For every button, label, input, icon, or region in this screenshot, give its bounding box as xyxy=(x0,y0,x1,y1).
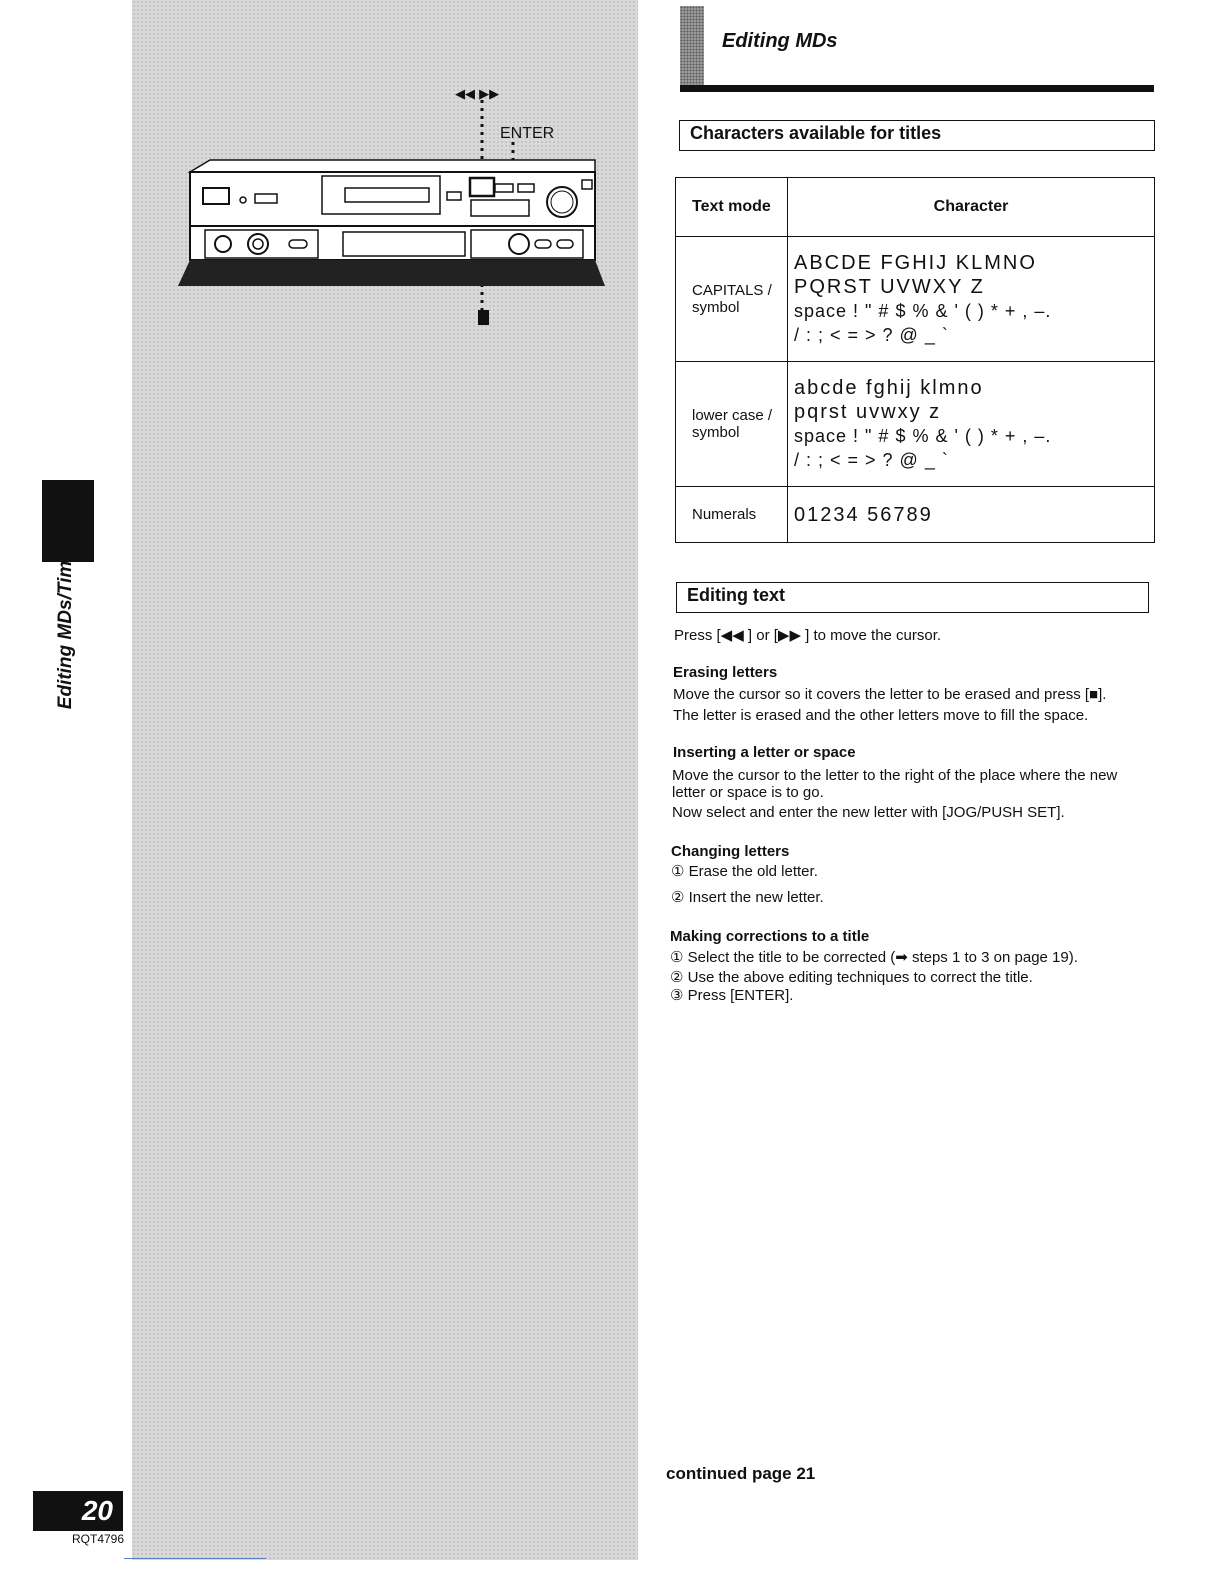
char-line: PQRST UVWXY Z xyxy=(794,276,985,298)
erasing-line: Move the cursor so it covers the letter to be erased and press [■]. xyxy=(673,686,1107,703)
header-rule xyxy=(680,85,1154,92)
col-header-mode: Text mode xyxy=(676,178,788,237)
bottom-rule xyxy=(124,1558,266,1559)
section-title-characters: Characters available for titles xyxy=(679,120,1155,151)
skip-buttons-label: ◀◀ ▶▶ xyxy=(455,87,500,102)
continued-note: continued page 21 xyxy=(666,1464,816,1483)
changing-step: ① Erase the old letter. xyxy=(671,863,818,880)
inserting-line: Move the cursor to the letter to the right of the place where the new xyxy=(672,767,1118,784)
page-title: Editing MDs xyxy=(722,30,838,52)
page-number: 20 xyxy=(33,1491,123,1531)
heading-changing: Changing letters xyxy=(671,843,790,860)
corrections-step: ② Use the above editing techniques to correct the title. xyxy=(670,969,1033,986)
erasing-line: The letter is erased and the other letters move to fill the space. xyxy=(673,707,1089,724)
text-mode-line: CAPITALS / xyxy=(692,282,772,299)
md-deck-illustration xyxy=(175,80,605,330)
table-header-row xyxy=(676,178,1155,237)
char-line: space ! " # $ % & ' ( ) * + , –. xyxy=(794,426,1052,446)
char-line: space ! " # $ % & ' ( ) * + , –. xyxy=(794,301,1052,321)
char-line: ABCDE FGHIJ KLMNO xyxy=(794,252,1037,274)
char-line: abcde fghij klmno xyxy=(794,377,984,399)
table-row xyxy=(676,487,1155,543)
char-line: pqrst uvwxy z xyxy=(794,401,942,423)
inserting-line: Now select and enter the new letter with [JOG/PUSH SET]. xyxy=(672,804,1065,821)
text-mode-line: lower case / xyxy=(692,407,773,424)
changing-step: ② Insert the new letter. xyxy=(671,889,824,906)
text-mode-cell: Numerals xyxy=(676,487,788,543)
character-cell xyxy=(788,362,1155,487)
text-mode-line: symbol xyxy=(692,299,740,316)
section-title-editing-text: Editing text xyxy=(676,582,1149,613)
text-mode-line: symbol xyxy=(692,424,740,441)
document-code: RQT4796 xyxy=(72,1532,125,1546)
corrections-step: ① Select the title to be corrected (➡ steps 1 to 3 on page 19). xyxy=(670,949,1078,966)
corrections-step: ③ Press [ENTER]. xyxy=(670,987,794,1004)
heading-inserting: Inserting a letter or space xyxy=(673,744,856,761)
heading-erasing: Erasing letters xyxy=(673,664,778,681)
text-mode-cell xyxy=(676,237,788,362)
character-cell xyxy=(788,487,1155,543)
char-line: / : ; < = > ? @ _ ` xyxy=(794,325,949,345)
col-header-character: Character xyxy=(788,178,1155,237)
inserting-line: letter or space is to go. xyxy=(672,784,824,801)
table-row xyxy=(676,237,1155,362)
text-mode-cell xyxy=(676,362,788,487)
character-table xyxy=(675,177,1155,543)
char-line: / : ; < = > ? @ _ ` xyxy=(794,450,949,470)
heading-corrections: Making corrections to a title xyxy=(670,928,870,945)
intro-text: Press [◀◀ ] or [▶▶ ] to move the cursor. xyxy=(674,627,942,644)
header-accent-bar xyxy=(680,6,704,88)
character-cell xyxy=(788,237,1155,362)
enter-label: ENTER xyxy=(500,125,555,142)
side-section-label: Editing MDs/Timer xyxy=(55,542,76,710)
char-line: 01234 56789 xyxy=(794,503,933,526)
table-row xyxy=(676,362,1155,487)
